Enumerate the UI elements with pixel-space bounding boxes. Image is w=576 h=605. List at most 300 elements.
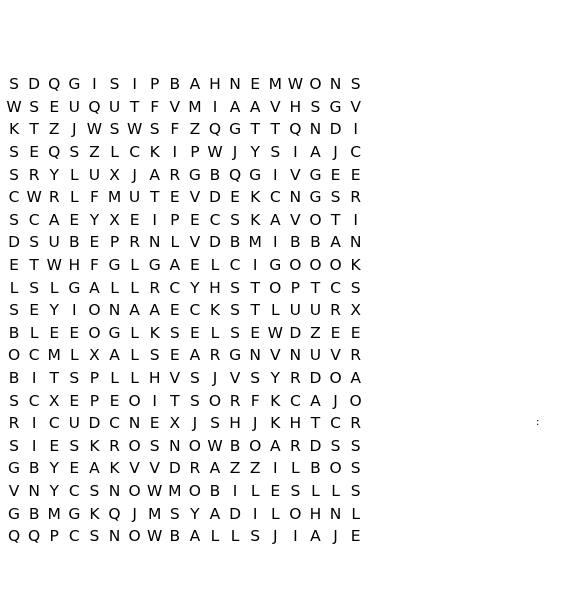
letter-cell[interactable]: E [89,233,100,252]
letter-cell[interactable]: A [310,391,321,410]
letter-cell[interactable]: Z [249,459,261,478]
letter-cell[interactable]: Q [48,143,61,162]
letter-cell[interactable]: F [150,97,160,116]
letter-cell[interactable]: D [329,120,342,139]
letter-cell[interactable]: Q [228,165,242,184]
letter-cell[interactable]: C [169,278,181,297]
letter-cell[interactable]: N [329,504,342,523]
letter-cell[interactable]: C [68,481,80,500]
letter-cell[interactable]: S [270,143,281,162]
letter-cell[interactable]: Y [190,504,200,523]
letter-cell[interactable]: R [229,391,241,410]
letter-cell[interactable]: S [350,459,361,478]
letter-cell[interactable]: T [170,391,180,410]
letter-cell[interactable]: Y [49,481,59,500]
letter-cell[interactable]: C [189,301,201,320]
letter-cell[interactable]: Q [88,97,101,116]
letter-cell[interactable]: L [130,323,139,342]
letter-cell[interactable]: S [310,97,321,116]
letter-cell[interactable]: M [47,346,61,365]
letter-cell[interactable]: I [272,233,278,252]
letter-cell[interactable]: Y [49,459,59,478]
letter-cell[interactable]: A [189,346,201,365]
letter-cell[interactable]: S [69,143,80,162]
letter-cell[interactable]: R [350,346,362,365]
letter-cell[interactable]: S [29,233,40,252]
letter-cell[interactable]: L [29,323,39,342]
letter-cell[interactable]: S [250,527,261,546]
letter-cell[interactable]: N [108,301,121,320]
letter-cell[interactable]: K [89,436,100,455]
letter-cell[interactable]: I [31,436,37,455]
letter-cell[interactable]: M [188,97,202,116]
letter-cell[interactable]: O [349,391,362,410]
letter-cell[interactable]: N [168,436,181,455]
letter-cell[interactable]: S [9,210,19,229]
letter-cell[interactable]: B [229,436,241,455]
letter-cell[interactable]: A [109,346,120,365]
letter-cell[interactable]: I [353,120,358,139]
letter-cell[interactable]: R [129,233,140,252]
letter-cell[interactable]: L [250,481,260,500]
letter-cell[interactable]: B [8,323,20,342]
letter-cell[interactable]: O [329,459,342,478]
letter-cell[interactable]: A [149,301,160,320]
letter-cell[interactable]: R [209,346,221,365]
letter-cell[interactable]: J [252,414,258,433]
letter-cell[interactable]: R [48,188,60,207]
letter-cell[interactable]: W [207,436,223,455]
letter-cell[interactable]: E [129,210,140,229]
letter-cell[interactable]: X [350,301,361,320]
letter-cell[interactable]: S [9,165,19,184]
letter-cell[interactable]: U [88,165,101,184]
letter-cell[interactable]: E [69,391,80,410]
letter-cell[interactable]: M [148,504,162,523]
letter-cell[interactable]: S [69,369,80,388]
letter-cell[interactable]: S [350,481,361,500]
letter-cell[interactable]: E [69,459,80,478]
letter-cell[interactable]: L [9,278,19,297]
letter-cell[interactable]: R [350,188,362,207]
letter-cell[interactable]: O [309,75,322,94]
letter-cell[interactable]: A [269,436,281,455]
letter-cell[interactable]: S [9,391,19,410]
letter-cell[interactable]: G [68,504,81,523]
letter-cell[interactable]: V [269,97,281,116]
letter-cell[interactable]: U [108,97,121,116]
letter-cell[interactable]: V [169,97,181,116]
letter-cell[interactable]: S [149,436,160,455]
letter-cell[interactable]: G [68,278,81,297]
letter-cell[interactable]: Q [48,75,61,94]
letter-cell[interactable]: U [68,97,80,116]
letter-cell[interactable]: E [149,414,160,433]
letter-cell[interactable]: P [170,210,180,229]
letter-cell[interactable]: I [92,75,97,94]
letter-cell[interactable]: P [190,143,200,162]
letter-cell[interactable]: L [110,369,119,388]
letter-cell[interactable]: T [270,120,280,139]
letter-cell[interactable]: R [350,414,362,433]
letter-cell[interactable]: A [149,165,160,184]
letter-cell[interactable]: U [128,188,141,207]
letter-cell[interactable]: M [47,504,61,523]
letter-cell[interactable]: P [49,527,59,546]
letter-cell[interactable]: N [128,414,141,433]
letter-cell[interactable]: S [29,97,40,116]
letter-cell[interactable]: E [49,323,60,342]
letter-cell[interactable]: S [230,301,240,320]
letter-cell[interactable]: A [350,369,361,388]
letter-cell[interactable]: S [89,481,100,500]
letter-cell[interactable]: R [28,165,40,184]
letter-cell[interactable]: W [6,97,22,116]
letter-cell[interactable]: O [289,504,302,523]
letter-cell[interactable]: S [290,481,301,500]
letter-cell[interactable]: B [8,369,20,388]
letter-cell[interactable]: B [28,504,40,523]
letter-cell[interactable]: P [290,278,301,297]
letter-cell[interactable]: I [232,481,238,500]
letter-cell[interactable]: S [350,75,361,94]
letter-cell[interactable]: H [209,278,221,297]
letter-cell[interactable]: S [109,75,120,94]
letter-cell[interactable]: R [189,459,201,478]
letter-cell[interactable]: G [269,256,282,275]
letter-cell[interactable]: T [310,278,321,297]
letter-cell[interactable]: N [329,75,342,94]
letter-cell[interactable]: Q [289,120,302,139]
letter-cell[interactable]: K [350,256,361,275]
letter-cell[interactable]: C [48,414,60,433]
letter-cell[interactable]: L [210,323,220,342]
letter-cell[interactable]: Y [89,210,100,229]
letter-cell[interactable]: T [250,278,260,297]
letter-cell[interactable]: O [88,301,101,320]
letter-cell[interactable]: X [109,210,120,229]
letter-cell[interactable]: U [68,414,80,433]
letter-cell[interactable]: T [149,188,160,207]
letter-cell[interactable]: A [310,527,321,546]
letter-cell[interactable]: L [270,504,280,523]
letter-cell[interactable]: B [310,459,321,478]
letter-cell[interactable]: N [28,481,40,500]
letter-cell[interactable]: I [212,97,218,116]
letter-cell[interactable]: L [210,256,220,275]
letter-cell[interactable]: J [72,120,77,139]
letter-cell[interactable]: E [189,256,200,275]
letter-cell[interactable]: C [269,188,281,207]
letter-cell[interactable]: C [28,210,40,229]
letter-cell[interactable]: O [128,481,141,500]
letter-cell[interactable]: R [330,301,341,320]
letter-cell[interactable]: G [8,504,21,523]
letter-cell[interactable]: S [169,323,180,342]
letter-cell[interactable]: P [89,369,100,388]
letter-cell[interactable]: G [68,75,81,94]
letter-cell[interactable]: Y [250,143,260,162]
letter-cell[interactable]: A [229,97,241,116]
letter-cell[interactable]: Z [310,323,321,342]
letter-cell[interactable]: V [290,210,301,229]
letter-cell[interactable]: N [309,120,322,139]
letter-cell[interactable]: U [48,233,60,252]
letter-cell[interactable]: A [310,143,321,162]
letter-cell[interactable]: V [269,346,281,365]
letter-cell[interactable]: Y [270,369,280,388]
letter-cell[interactable]: O [329,256,342,275]
letter-cell[interactable]: I [72,301,77,320]
letter-cell[interactable]: W [46,256,62,275]
letter-cell[interactable]: E [49,436,60,455]
letter-cell[interactable]: E [9,256,19,275]
letter-cell[interactable]: S [9,75,19,94]
letter-cell[interactable]: P [109,233,120,252]
letter-cell[interactable]: V [8,481,20,500]
letter-cell[interactable]: U [309,346,322,365]
letter-cell[interactable]: G [309,165,322,184]
letter-cell[interactable]: H [209,75,221,94]
letter-cell[interactable]: C [109,414,120,433]
letter-cell[interactable]: H [289,97,302,116]
letter-cell[interactable]: Q [208,120,222,139]
letter-cell[interactable]: E [330,323,341,342]
letter-cell[interactable]: S [9,301,19,320]
letter-cell[interactable]: T [49,369,59,388]
letter-cell[interactable]: K [209,301,221,320]
letter-cell[interactable]: L [331,481,340,500]
letter-cell[interactable]: S [350,278,361,297]
letter-cell[interactable]: S [189,391,200,410]
letter-cell[interactable]: A [189,527,201,546]
letter-cell[interactable]: K [270,391,281,410]
letter-cell[interactable]: C [28,346,40,365]
letter-cell[interactable]: V [330,346,341,365]
letter-cell[interactable]: S [230,210,240,229]
letter-cell[interactable]: M [248,233,262,252]
letter-cell[interactable]: N [108,481,121,500]
letter-cell[interactable]: O [188,481,201,500]
letter-cell[interactable]: J [333,143,338,162]
letter-cell[interactable]: A [269,210,281,229]
letter-cell[interactable]: W [207,143,223,162]
letter-cell[interactable]: K [149,323,160,342]
letter-cell[interactable]: Y [49,165,59,184]
letter-cell[interactable]: N [289,188,302,207]
letter-cell[interactable]: E [169,301,180,320]
letter-cell[interactable]: S [250,369,261,388]
letter-cell[interactable]: R [169,165,181,184]
letter-cell[interactable]: L [110,143,119,162]
letter-cell[interactable]: W [147,481,163,500]
letter-cell[interactable]: V [350,97,361,116]
letter-cell[interactable]: G [249,165,262,184]
letter-cell[interactable]: I [132,75,137,94]
letter-cell[interactable]: S [330,188,341,207]
letter-cell[interactable]: C [350,143,362,162]
letter-cell[interactable]: V [189,188,201,207]
letter-cell[interactable]: J [232,143,238,162]
letter-cell[interactable]: E [330,165,341,184]
letter-cell[interactable]: S [9,436,19,455]
letter-cell[interactable]: O [128,436,141,455]
letter-cell[interactable]: T [29,256,39,275]
letter-cell[interactable]: S [189,369,200,388]
letter-cell[interactable]: D [309,369,322,388]
letter-cell[interactable]: C [330,414,341,433]
letter-cell[interactable]: O [128,391,141,410]
letter-cell[interactable]: K [270,414,281,433]
letter-cell[interactable]: T [250,301,260,320]
letter-cell[interactable]: D [289,323,302,342]
letter-cell[interactable]: D [28,75,41,94]
letter-cell[interactable]: J [333,527,338,546]
letter-cell[interactable]: I [252,504,258,523]
letter-cell[interactable]: E [189,210,200,229]
letter-cell[interactable]: W [147,527,163,546]
letter-cell[interactable]: H [289,414,302,433]
letter-cell[interactable]: O [309,256,322,275]
letter-cell[interactable]: J [272,527,278,546]
letter-cell[interactable]: I [31,414,37,433]
letter-cell[interactable]: H [68,256,81,275]
letter-cell[interactable]: K [149,143,160,162]
letter-cell[interactable]: I [272,165,278,184]
letter-cell[interactable]: O [128,527,141,546]
letter-cell[interactable]: B [169,527,181,546]
letter-cell[interactable]: C [330,278,341,297]
letter-cell[interactable]: J [132,504,137,523]
letter-cell[interactable]: R [109,436,120,455]
letter-cell[interactable]: I [293,527,298,546]
letter-cell[interactable]: G [188,165,201,184]
letter-cell[interactable]: J [192,414,198,433]
letter-cell[interactable]: S [29,278,40,297]
letter-cell[interactable]: G [108,256,121,275]
letter-cell[interactable]: R [8,414,20,433]
letter-cell[interactable]: X [109,165,120,184]
letter-cell[interactable]: O [309,210,322,229]
letter-cell[interactable]: K [8,120,20,139]
letter-cell[interactable]: A [249,97,261,116]
letter-cell[interactable]: L [49,278,59,297]
letter-cell[interactable]: A [189,75,201,94]
letter-cell[interactable]: A [209,459,221,478]
letter-cell[interactable]: I [31,369,37,388]
letter-cell[interactable]: O [208,391,222,410]
letter-cell[interactable]: A [89,278,100,297]
letter-cell[interactable]: A [330,233,341,252]
letter-cell[interactable]: E [350,527,361,546]
letter-cell[interactable]: L [130,346,139,365]
letter-cell[interactable]: C [289,391,301,410]
letter-cell[interactable]: Y [49,301,59,320]
letter-cell[interactable]: D [229,504,242,523]
letter-cell[interactable]: B [209,165,221,184]
letter-cell[interactable]: Z [189,120,201,139]
letter-cell[interactable]: F [170,120,180,139]
letter-cell[interactable]: R [149,278,161,297]
letter-cell[interactable]: D [88,414,101,433]
letter-cell[interactable]: J [333,391,338,410]
letter-cell[interactable]: W [287,75,304,94]
letter-cell[interactable]: G [329,97,342,116]
letter-cell[interactable]: N [289,346,302,365]
letter-cell[interactable]: T [129,97,140,116]
letter-cell[interactable]: C [229,256,241,275]
letter-cell[interactable]: D [309,436,322,455]
letter-cell[interactable]: V [149,459,160,478]
letter-cell[interactable]: T [330,210,341,229]
letter-cell[interactable]: X [48,391,60,410]
letter-cell[interactable]: E [250,323,261,342]
letter-cell[interactable]: I [293,143,298,162]
letter-cell[interactable]: K [250,210,261,229]
letter-cell[interactable]: E [270,481,281,500]
letter-cell[interactable]: J [212,369,218,388]
letter-cell[interactable]: D [8,233,21,252]
letter-cell[interactable]: G [229,120,242,139]
letter-cell[interactable]: S [149,346,160,365]
letter-cell[interactable]: C [28,391,40,410]
letter-cell[interactable]: S [89,527,100,546]
letter-cell[interactable]: S [9,143,19,162]
letter-cell[interactable]: S [169,504,180,523]
letter-cell[interactable]: J [132,165,137,184]
letter-cell[interactable]: K [109,459,120,478]
letter-cell[interactable]: W [26,188,42,207]
letter-cell[interactable]: N [148,233,161,252]
letter-cell[interactable]: D [209,233,221,252]
letter-cell[interactable]: E [250,75,261,94]
letter-cell[interactable]: O [188,436,201,455]
letter-cell[interactable]: S [210,414,220,433]
letter-cell[interactable]: B [28,459,40,478]
letter-cell[interactable]: I [272,459,278,478]
letter-cell[interactable]: D [209,188,221,207]
letter-cell[interactable]: L [351,504,360,523]
letter-cell[interactable]: A [129,301,140,320]
letter-cell[interactable]: G [108,323,121,342]
letter-cell[interactable]: L [70,188,79,207]
letter-cell[interactable]: I [172,143,178,162]
letter-cell[interactable]: L [130,256,139,275]
letter-cell[interactable]: I [353,210,358,229]
letter-cell[interactable]: W [86,120,103,139]
letter-cell[interactable]: Z [229,459,241,478]
letter-cell[interactable]: E [29,143,40,162]
letter-cell[interactable]: E [350,323,361,342]
letter-cell[interactable]: F [89,188,99,207]
letter-cell[interactable]: Z [48,120,60,139]
letter-cell[interactable]: N [349,233,362,252]
letter-cell[interactable]: L [70,346,79,365]
letter-cell[interactable]: C [8,188,20,207]
letter-cell[interactable]: S [69,436,80,455]
letter-cell[interactable]: O [249,436,262,455]
letter-cell[interactable]: Y [190,278,200,297]
letter-cell[interactable]: F [250,391,260,410]
letter-cell[interactable]: U [309,301,322,320]
letter-cell[interactable]: C [129,143,141,162]
letter-cell[interactable]: H [229,414,241,433]
letter-cell[interactable]: L [230,527,240,546]
letter-cell[interactable]: L [130,369,139,388]
letter-cell[interactable]: E [49,97,60,116]
letter-cell[interactable]: K [89,504,100,523]
letter-cell[interactable]: L [70,165,79,184]
